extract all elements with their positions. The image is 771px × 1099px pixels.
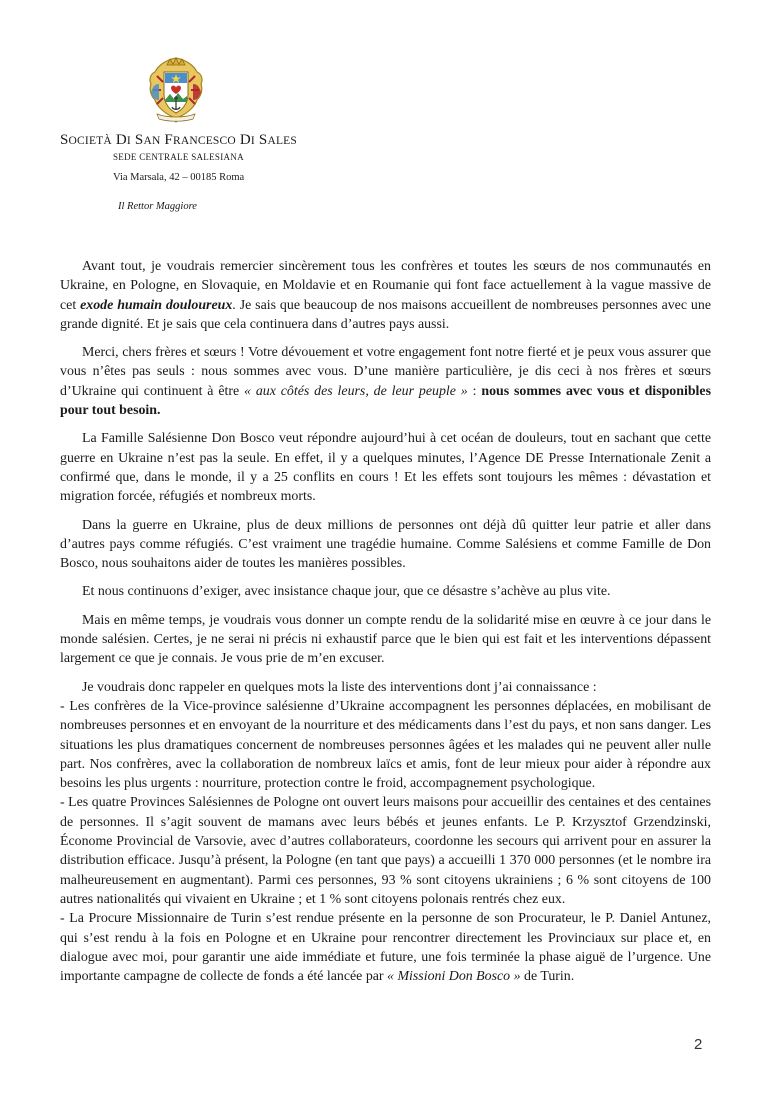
paragraph: Mais en même temps, je voudrais vous donner un compte rendu de la solidarité mise en œuvre à ce jour dans le monde salésien. Certes, je ne serai ni précis ni exhaustif parce que le bien qui est fait et les interventions dépassent largement ce que je connais. Je vous prie de m’en excuser. xyxy=(60,612,711,667)
quote-text: « aux côtés des leurs, de leur peuple » xyxy=(244,383,468,399)
org-name-initial: D xyxy=(115,132,127,148)
paragraph: Et nous continuons d’exiger, avec insistance chaque jour, que ce désastre s’achève au plus vite. xyxy=(82,584,611,600)
text-run: Merci, chers frères et sœurs ! Votre dévouement et votre engagement font notre fierté et je peux vous assurer que vous n’êtes pas seuls : nous sommes avec vous. D’une manière particulière, je dis ceci à nos frères et sœurs d’Ukraine qui continuent à être xyxy=(60,345,711,399)
org-name-part: RANCESCO xyxy=(172,135,236,147)
address: Via Marsala, 42 – 00185 Roma xyxy=(113,172,245,183)
text-run: - La Procure Missionnaire de Turin s’est rendue présente en la personne de son Procurateur, le P. Daniel Antunez, qui s’est rendu à la fois en Pologne et en Ukraine pour rencontrer directement les Provinciaux sur place et, en dialogue avec moi, pour garantir une aide immédiate et future, une fois terminée la phase aiguë de l’urgence. Une importante campagne de collecte de fonds a été lancée par xyxy=(60,911,711,985)
org-name-part: OCIETÀ xyxy=(68,135,112,147)
org-name-part: I xyxy=(126,135,131,147)
sender-role: Il Rettor Maggiore xyxy=(118,201,197,212)
org-name-initial: S xyxy=(258,132,268,148)
paragraph: Dans la guerre en Ukraine, plus de deux millions de personnes ont déjà dû quitter leur patrie et aller dans d’autres pays comme réfugiés. C’est vraiment une tragédie humaine. Comme Salésiens et comme Famille de Don Bosco, nous souhaitons aider de toutes les manières possibles. xyxy=(60,517,711,572)
emphasis-text: nous sommes avec vous et disponibles pour tout besoin. xyxy=(60,383,711,419)
salesian-crest-logo xyxy=(137,56,215,126)
text-run: . Je sais que beaucoup de nos maisons accueillent de nombreuses personnes avec une grande dignité. Et je sais que cela continuera dans d’autres pays aussi. xyxy=(60,297,711,332)
text-run: de Turin. xyxy=(520,969,575,985)
list-item: - Les quatre Provinces Salésiennes de Pologne ont ouvert leurs maisons pour accueillir des centaines et des centaines de personnes. Il s’agit souvent de mamans avec leurs bébés et jeunes enfants. Le P. Krzysztof Grzendzinski, Économe Provincial de Varsovie, avec d’autres collaborateurs, coordonne les secours qui arrivent pour en assurer la distribution efficace. Jusqu’à présent, la Pologne (en tant que pays) a accueilli 1 370 000 personnes (et le nombre ira malheureusement en augmentant). Parmi ces personnes, 93 % sont citoyens ukrainiens ; 6 % sont citoyens de 100 autres nationalités qui vivaient en Ukraine ; et 1 % sont citoyens polonais rentrés chez eux. xyxy=(60,795,711,907)
page-number: 2 xyxy=(694,1036,703,1053)
paragraph xyxy=(60,343,711,420)
org-name-part: I xyxy=(250,135,255,147)
org-name-initial: S xyxy=(60,132,69,148)
text-run: Avant tout, je voudrais remercier sincèrement tous les confrères et toutes les sœurs de nos communautés en Ukraine, en Pologne, en Slovaquie, en Moldavie et en Roumanie qui font face actuellement à la vague massive de cet xyxy=(60,259,711,313)
quote-text: « Missioni Don Bosco » xyxy=(387,969,521,985)
emphasis-text: exode humain douloureux xyxy=(80,297,233,313)
organization-name xyxy=(60,131,460,150)
org-name-initial: S xyxy=(134,132,144,148)
paragraph xyxy=(60,257,711,334)
org-name-initial: D xyxy=(239,132,251,148)
list-item: - Les confrères de la Vice-province salésienne d’Ukraine accompagnent les personnes déplacées, en mobilisant de nombreuses personnes et en envoyant de la nourriture et des médicaments dans l’est du pays, et non sans danger. Les situations les plus dramatiques concernent de nombreuses personnes âgées et les malades qui ne peuvent aller nulle part. Nos confrères, avec la collaboration de nombreux laïcs et amis, font de leur mieux pour aider à répondre aux besoins les plus urgents : nourriture, protection contre le froid, accompagnement psychologique. xyxy=(60,698,711,792)
letter-body xyxy=(60,257,711,986)
headquarters-label: SEDE CENTRALE SALESIANA xyxy=(113,152,244,162)
org-name-part: AN xyxy=(143,135,161,147)
org-name-initial: F xyxy=(164,132,173,148)
paragraph: La Famille Salésienne Don Bosco veut répondre aujourd’hui à cet océan de douleurs, tout en sachant que cette guerre en Ukraine n’est pas la seule. En effet, il y a quelques minutes, l’Agence DE Presse Internationale Zenit a confirmé que, dans le monde, il y a 25 conflits en cours ! Et les effets sont toujours les mêmes : dévastation et migration forcée, réfugiés et nombreux morts. xyxy=(60,431,711,505)
paragraph: Je voudrais donc rappeler en quelques mots la liste des interventions dont j’ai connaissance : xyxy=(82,679,597,695)
org-name-part: ALES xyxy=(267,135,297,147)
text-run: : xyxy=(467,383,482,399)
list-item xyxy=(60,909,711,986)
letterhead xyxy=(60,131,460,213)
